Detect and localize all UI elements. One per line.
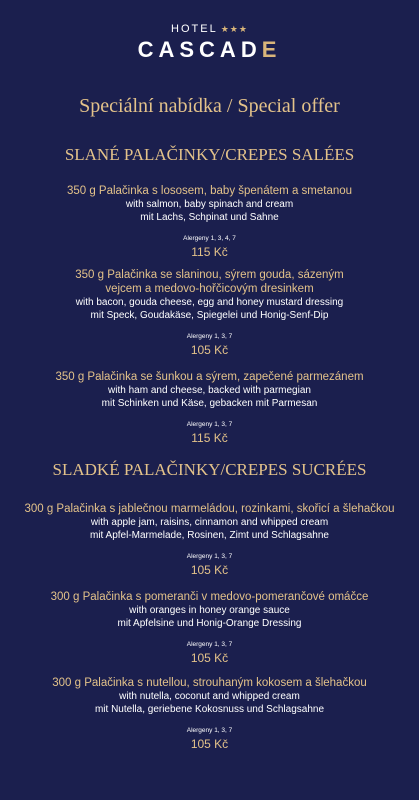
menu-item-name: 300 g Palačinka s nutellou, strouhaným kokosem a šlehačkou [52,677,367,689]
menu-item-desc-de: mit Speck, Goudakäse, Spiegelei und Honig-Senf-Dip [90,310,329,321]
menu-item-price: 115 Kč [191,245,228,259]
logo-cascade-text [0,37,419,63]
menu-item-allergens: Alergeny 1, 3, 7 [186,641,233,648]
menu-item-name: 350 g Palačinka se slaninou, sýrem gouda, sázeným vejcem a medovo-hořčicovým dresinkem [75,269,344,295]
menu-item-desc-en: with salmon, baby spinach and cream [125,199,294,210]
section-title-sweet: SLADKÉ PALAČINKY/CREPES SUCRÉES [52,460,367,479]
menu-item-price: 115 Kč [191,431,228,445]
menu-item-desc-de: mit Apfel-Marmelade, Rosinen, Zimt und Schlagsahne [89,530,329,541]
menu-item-allergens: Alergeny 1, 3, 4, 7 [183,235,236,242]
menu-item-name: 300 g Palačinka s pomeranči v medovo-pomerančové omáčce [50,591,369,603]
menu-item-price: 105 Kč [190,737,229,751]
menu-item-desc-de: mit Lachs, Schpinat und Sahne [140,212,279,223]
menu-item-desc-en: with oranges in honey orange sauce [129,605,290,616]
section-title-savory: SLANÉ PALAČINKY/CREPES SALÉES [64,145,355,164]
menu-item [0,676,419,751]
menu-item-name: 350 g Palačinka s lososem, baby špenátem a smetanou [66,185,353,197]
menu-item-name: 350 g Palačinka se šunkou a sýrem, zapečené parmezánem [55,371,364,383]
menu-item [0,184,419,259]
menu-item-price: 105 Kč [190,563,229,577]
menu-item [0,268,419,357]
logo-stars: ★★★ [220,24,248,34]
menu-item-desc-en: with nutella, coconut and whipped cream [119,691,300,702]
menu-item [0,590,419,665]
menu-item-desc-en: with bacon, gouda cheese, egg and honey mustard dressing [75,297,344,308]
menu-item-price: 105 Kč [190,651,229,665]
logo-hotel-word: HOTEL [171,23,218,35]
menu-item-allergens: Alergeny 1, 3, 7 [186,333,233,340]
menu-item-name: 300 g Palačinka s jablečnou marmeládou, rozinkami, skořicí a šlehačkou [24,503,395,515]
logo-cascade-last-letter: E [261,37,282,62]
page-title: Speciální nabídka / Special offer [79,95,340,117]
hotel-logo [0,22,419,63]
menu-item-price: 105 Kč [190,343,229,357]
menu-item-desc-de: mit Schinken und Käse, gebacken mit Parmesan [101,398,318,409]
logo-cascade-word: CASCAD [137,37,262,62]
menu-item-allergens: Alergeny 1, 3, 7 [186,421,233,428]
menu-item-desc-en: with apple jam, raisins, cinnamon and whipped cream [90,517,329,528]
menu-item-allergens: Alergeny 1, 3, 7 [186,553,233,560]
menu-item-allergens: Alergeny 1, 3, 7 [186,727,233,734]
menu-item [0,502,419,577]
menu-item [0,370,419,445]
logo-hotel-text [0,22,419,36]
menu-item-desc-de: mit Apfelsine und Honig-Orange Dressing [117,618,302,629]
menu-item-desc-de: mit Nutella, geriebene Kokosnuss und Schlagsahne [94,704,325,715]
menu-item-desc-en: with ham and cheese, backed with parmegian [108,385,311,396]
